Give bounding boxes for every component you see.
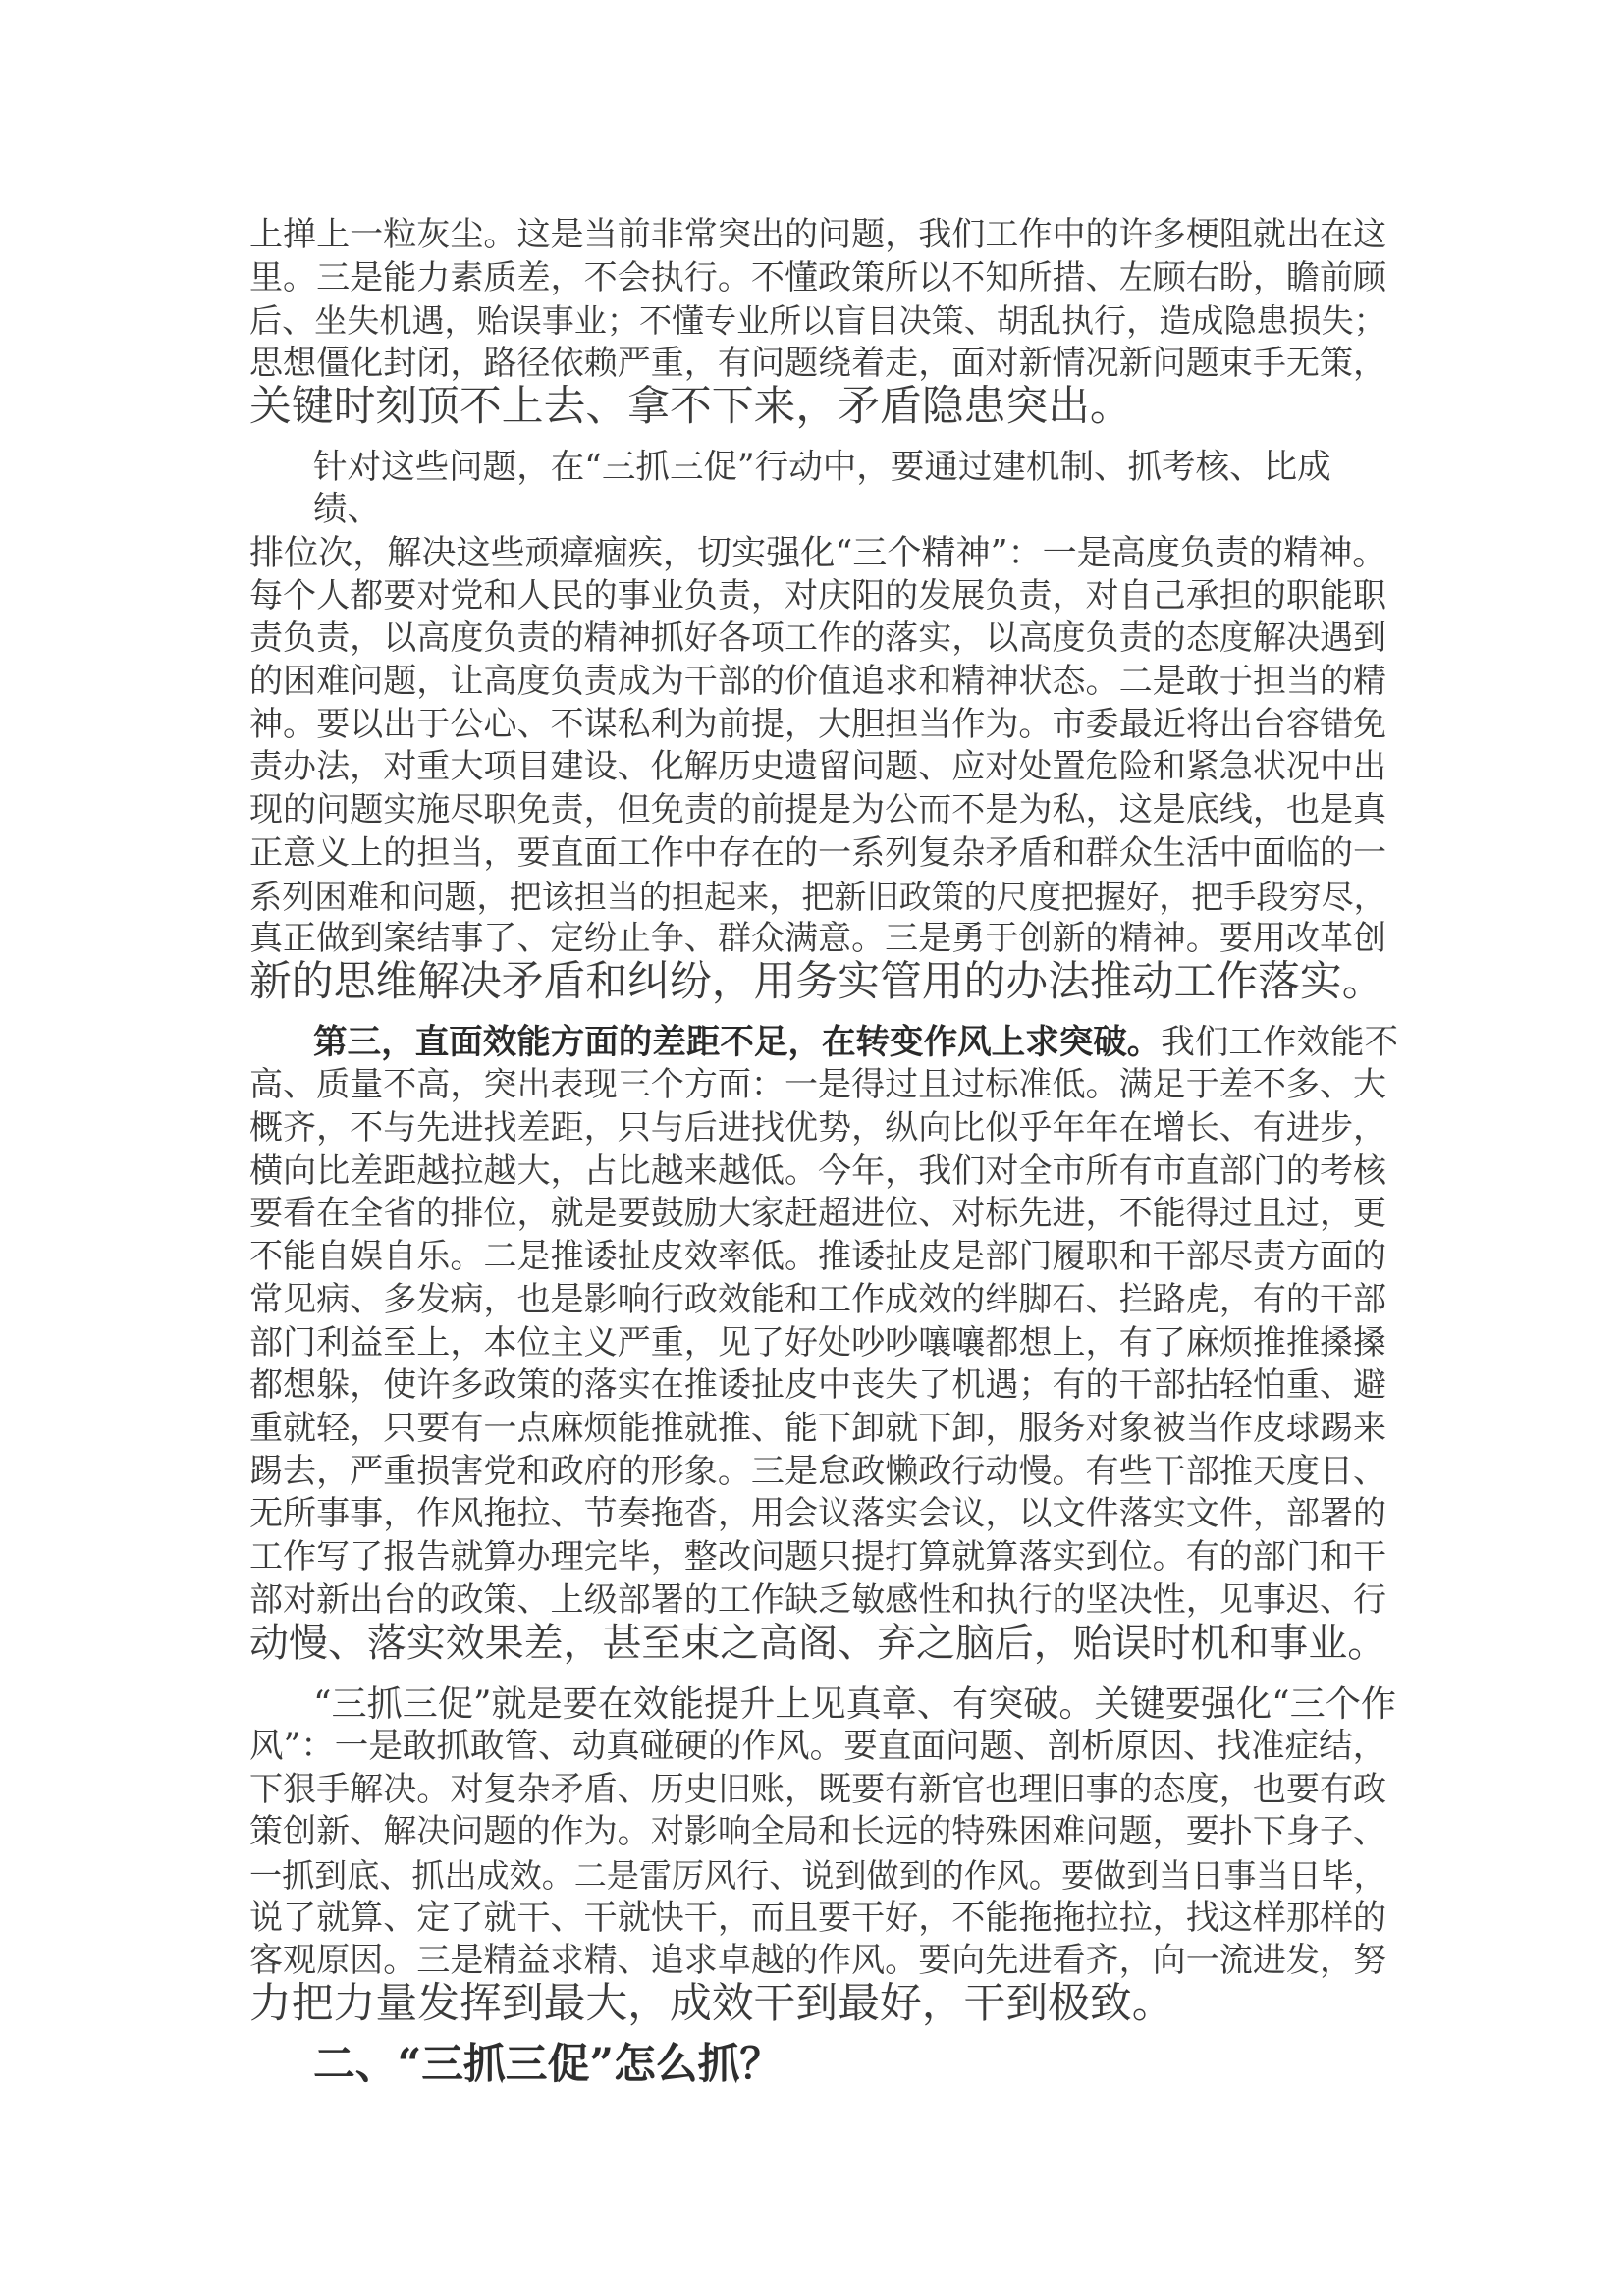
text-line: 系列困难和问题，把该担当的担起来，把新旧政策的尺度把握好，把手段穷尽，	[249, 877, 1386, 916]
bold-lead-sentence: 第三，直面效能方面的差距不足，在转变作风上求突破。	[313, 1022, 1162, 1062]
text-line: 要看在全省的排位，就是要鼓励大家赶超进位、对标先进，不能得过且过，更	[249, 1194, 1387, 1234]
paragraph	[249, 447, 1398, 1004]
text-line: 现的问题实施尽职免责，但免责的前提是为公而不是为私，这是底线，也是真	[249, 790, 1387, 830]
text-line: 责负责，以高度负责的精神抓好各项工作的落实，以高度负责的态度解决遇到	[249, 618, 1387, 659]
text-line: 客观原因。三是精益求精、追求卓越的作风。要向先进看齐，向一流进发，努	[249, 1941, 1387, 1981]
text-line: 每个人都要对党和人民的事业负责，对庆阳的发展负责，对自己承担的职能职	[249, 575, 1387, 615]
text-line: 概齐，不与先进找差距，只与后进找优势，纵向比似乎年年在增长、有进步，	[249, 1108, 1387, 1148]
text-line: 横向比差距越拉越大，占比越来越低。今年，我们对全市所有市直部门的考核	[249, 1150, 1387, 1191]
text-line: 风”：一是敢抓敢管、动真碰硬的作风。要直面问题、剖析原因、找准症结，	[249, 1726, 1387, 1766]
text-line: 思想僵化封闭，路径依赖严重，有问题绕着走，面对新情况新问题束手无策，	[249, 344, 1387, 384]
text-line: 踢去，严重损害党和政府的形象。三是怠政懒政行动慢。有些干部推天度日、	[249, 1451, 1387, 1491]
text-line: 针对这些问题，在“三抓三促”行动中，要通过建机制、抓考核、比成绩、	[313, 447, 1331, 530]
text-line: 不能自娱自乐。二是推诿扯皮效率低。推诿扯皮是部门履职和干部尽责方面的	[249, 1237, 1387, 1277]
paragraph-list	[249, 214, 1399, 2029]
text-line	[249, 1022, 1398, 1065]
line-text: 我们工作效能不	[1161, 1022, 1399, 1062]
text-line: 里。三是能力素质差，不会执行。不懂政策所以不知所措、左顾右盼，瞻前顾	[249, 257, 1387, 297]
text-line: 真正做到案结事了、定纷止争、群众满意。三是勇于创新的精神。要用改革创	[249, 919, 1387, 959]
text-line: 部对新出台的政策、上级部署的工作缺乏敏感性和执行的坚决性，见事迟、行	[249, 1579, 1387, 1620]
paragraph	[249, 214, 1398, 429]
text-line: 上掸上一粒灰尘。这是当前非常突出的问题，我们工作中的许多梗阻就出在这	[249, 215, 1387, 254]
text-line: 一抓到底、抓出成效。二是雷厉风行、说到做到的作风。要做到当日事当日毕，	[249, 1856, 1386, 1896]
text-line: 后、坐失机遇，贻误事业；不懂专业所以盲目决策、胡乱执行，造成隐患损失；	[249, 301, 1386, 341]
text-line: 正意义上的担当，要直面工作中存在的一系列复杂矛盾和群众生活中面临的一	[249, 832, 1387, 873]
text-line: 重就轻，只要有一点麻烦能推就推、能下卸就下卸，服务对象被当作皮球踢来	[249, 1408, 1387, 1448]
text-line: 责办法，对重大项目建设、化解历史遗留问题、应对处置危险和紧急状况中出	[249, 747, 1387, 787]
text-line: 力把力量发挥到最大，成效干到最好，干到极致。	[249, 1979, 1174, 2029]
text-line: 的困难问题，让高度负责成为干部的价值追求和精神状态。二是敢于担当的精	[249, 662, 1387, 702]
text-line: 动慢、落实效果差，甚至束之高阁、弃之脑后，贻误时机和事业。	[249, 1620, 1387, 1666]
text-line: 说了就算、定了就干、干就快干，而且要干好，不能拖拖拉拉，找这样那样的	[249, 1897, 1387, 1938]
paragraph	[249, 1022, 1398, 1666]
paragraph	[249, 1682, 1398, 2029]
text-line: 无所事事，作风拖拉、节奏拖沓，用会议落实会议，以文件落实文件，部署的	[249, 1494, 1387, 1534]
text-line: 部门利益至上，本位主义严重，见了好处吵吵嚷嚷都想上，有了麻烦推推搡搡	[249, 1322, 1387, 1362]
text-line: 高、质量不高，突出表现三个方面：一是得过且过标准低。满足于差不多、大	[249, 1065, 1387, 1105]
text-line: “三抓三促”就是要在效能提升上见真章、有突破。关键要强化“三个作	[313, 1682, 1397, 1726]
text-line: 策创新、解决问题的作为。对影响全局和长远的特殊困难问题，要扑下身子、	[249, 1812, 1387, 1852]
text-line: 都想躲，使许多政策的落实在推诿扯皮中丧失了机遇；有的干部拈轻怕重、避	[249, 1365, 1387, 1406]
text-line: 神。要以出于公心、不谋私利为前提，大胆担当作为。市委最近将出台容错免	[249, 704, 1387, 744]
text-line: 排位次，解决这些顽瘴痼疾，切实强化“三个精神”：一是高度负责的精神。	[249, 532, 1387, 573]
text-line: 工作写了报告就算办理完毕，整改问题只提打算就算落实到位。有的部门和干	[249, 1537, 1387, 1577]
text-line: 下狠手解决。对复杂矛盾、历史旧账，既要有新官也理旧事的态度，也要有政	[249, 1769, 1387, 1809]
section-heading: 二、“三抓三促”怎么抓？	[313, 2039, 783, 2089]
text-line: 常见病、多发病，也是影响行政效能和工作成效的绊脚石、拦路虎，有的干部	[249, 1279, 1387, 1319]
document-body	[249, 214, 1398, 2087]
text-line: 关键时刻顶不上去、拿不下来，矛盾隐患突出。	[249, 381, 1132, 431]
text-line: 新的思维解决矛盾和纠纷，用务实管用的办法推动工作落实。	[249, 956, 1384, 1006]
